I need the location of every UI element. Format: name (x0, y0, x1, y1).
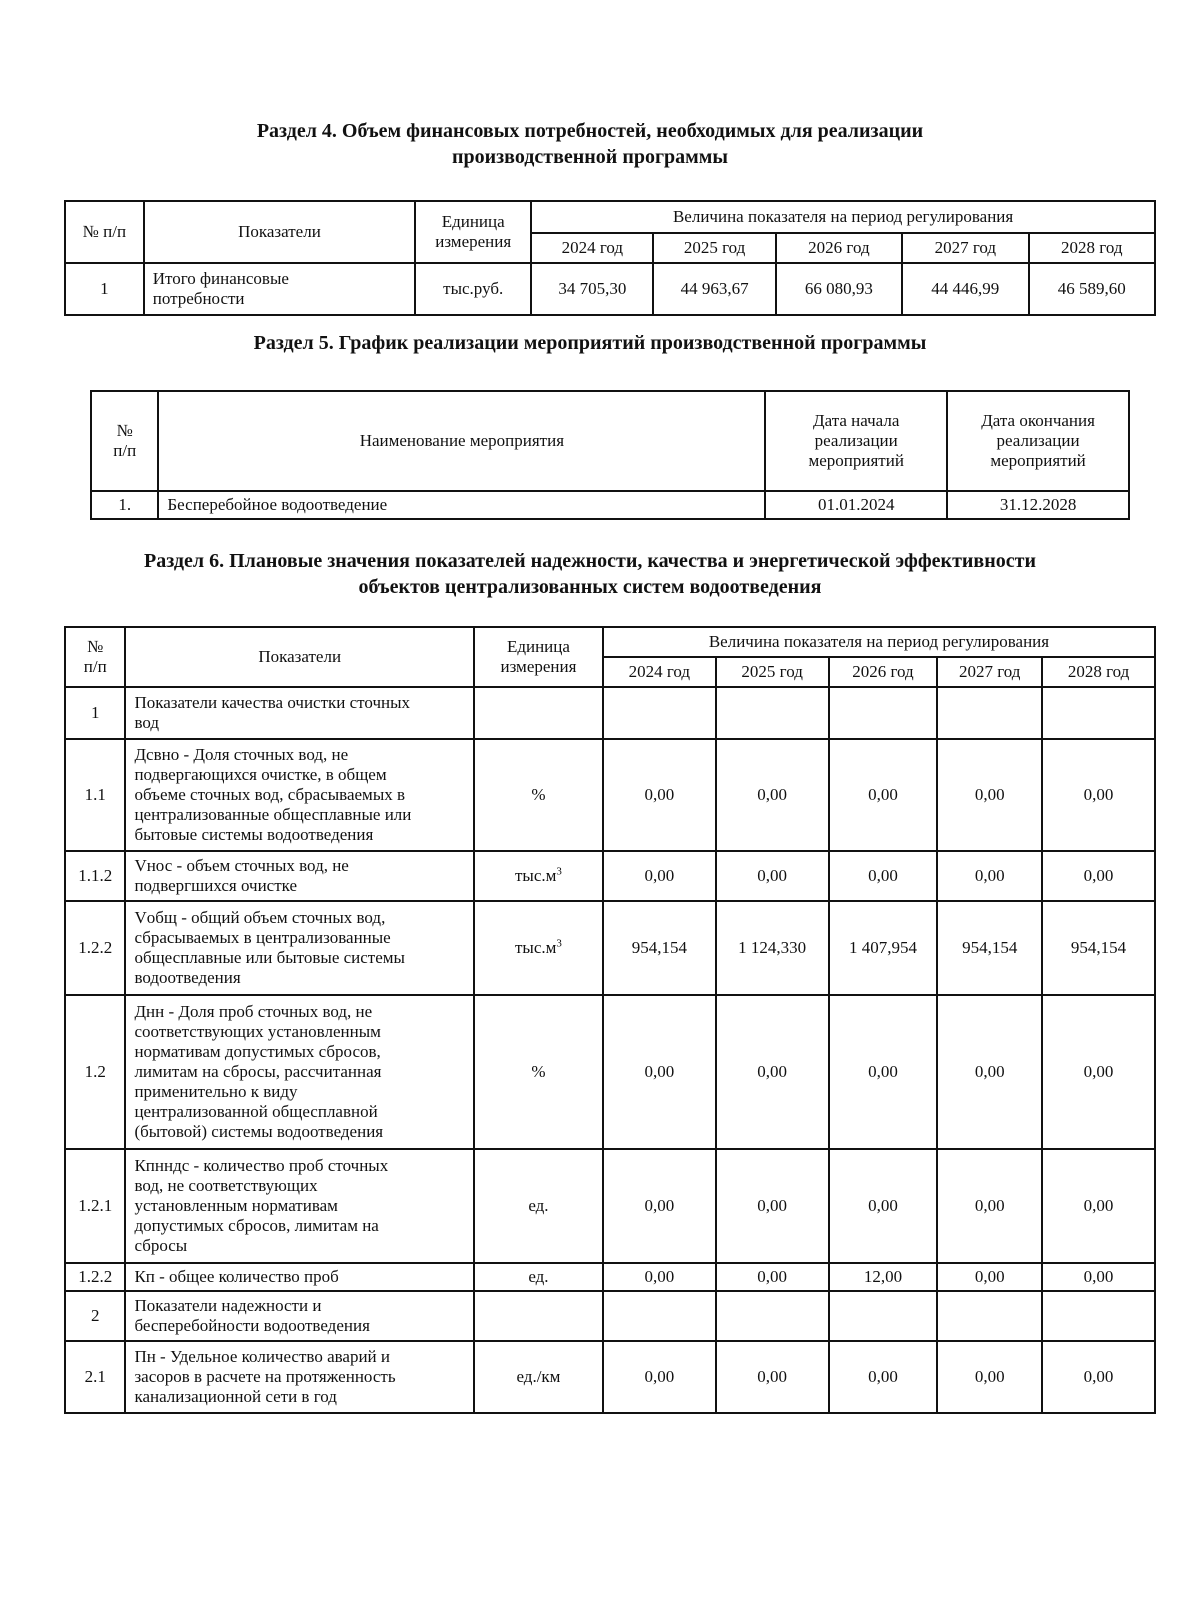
col-num-header-line2: п/п (83, 657, 107, 676)
row-start: 01.01.2024 (765, 491, 947, 519)
row-end: 31.12.2028 (947, 491, 1129, 519)
year-header: 2025 год (716, 657, 829, 687)
row-unit-text: тыс.м (515, 938, 557, 957)
row-name (125, 1263, 474, 1291)
row-name-line: (бытовой) системы водоотведения (134, 1122, 384, 1141)
row-name-line: Дсвно - Доля сточных вод, не (134, 745, 349, 764)
row-name (125, 901, 474, 995)
period-header: Величина показателя на период регулирования (531, 201, 1155, 233)
row-unit-text: ед. (528, 1267, 549, 1286)
row-name-line: применительно к виду (134, 1082, 298, 1101)
row-unit (474, 1149, 603, 1263)
row-name-line: установленным нормативам (134, 1196, 338, 1215)
row-value: 954,154 (603, 901, 716, 995)
year-header: 2024 год (603, 657, 716, 687)
row-unit (474, 995, 603, 1149)
row-name-line: допустимых сбросов, лимитам на (134, 1216, 379, 1235)
col-num-header (65, 627, 125, 687)
row-name-line: водоотведения (134, 968, 241, 987)
row-value: 44 446,99 (902, 263, 1028, 315)
row-unit-text: ед. (528, 1196, 549, 1215)
col-start-line1: Дата начала (813, 411, 900, 430)
row-name (125, 739, 474, 851)
row-value: 0,00 (937, 739, 1042, 851)
row-unit (474, 739, 603, 851)
col-num-header: № п/п (65, 201, 144, 263)
row-unit (474, 1263, 603, 1291)
row-unit (474, 851, 603, 901)
row-name-line: вод, не соответствующих (134, 1176, 318, 1195)
row-value: 0,00 (829, 995, 938, 1149)
row-num: 1 (65, 687, 125, 739)
row-value: 0,00 (716, 1341, 829, 1413)
row-value: 0,00 (603, 995, 716, 1149)
row-value: 0,00 (716, 1149, 829, 1263)
year-header: 2026 год (776, 233, 902, 263)
row-num: 2 (65, 1291, 125, 1341)
year-header: 2024 год (531, 233, 653, 263)
row-value: 0,00 (603, 851, 716, 901)
row-num: 1.2.2 (65, 1263, 125, 1291)
table-row (65, 851, 1155, 901)
table-row (65, 1291, 1155, 1341)
row-name-line: централизованные общесплавные или (134, 805, 412, 824)
year-header: 2028 год (1042, 657, 1155, 687)
row-num: 1.2.2 (65, 901, 125, 995)
row-value: 44 963,67 (653, 263, 775, 315)
row-name-line: подвергшихся очистке (134, 876, 298, 895)
row-name-line: общесплавные или бытовые системы (134, 948, 405, 967)
row-name-line: лимитам на сбросы, рассчитанная (134, 1062, 382, 1081)
row-name (125, 687, 474, 739)
col-end-line3: мероприятий (990, 451, 1086, 470)
row-value: 0,00 (603, 1263, 716, 1291)
row-value: 0,00 (937, 851, 1042, 901)
col-num-header-line1: № (87, 637, 104, 656)
row-num: 1.1.2 (65, 851, 125, 901)
row-name-line: засоров в расчете на протяженность (134, 1367, 396, 1386)
row-value: 0,00 (937, 1149, 1042, 1263)
row-value: 0,00 (829, 851, 938, 901)
row-name-line: сбросы (134, 1236, 188, 1255)
row-unit-text: ед./км (516, 1367, 561, 1386)
row-value: 0,00 (603, 1341, 716, 1413)
row-unit (474, 901, 603, 995)
section6-title (40, 548, 1140, 600)
row-name-line2: потребности (152, 289, 245, 308)
row-value: 0,00 (829, 739, 938, 851)
row-unit-text: тыс.м (515, 866, 557, 885)
financial-needs-table (64, 200, 1156, 316)
row-name (125, 1341, 474, 1413)
col-unit-header-line2: измерения (500, 657, 577, 676)
col-num-header-line2: п/п (113, 441, 137, 460)
row-num: 1.2.1 (65, 1149, 125, 1263)
row-name-line: нормативам допустимых сбросов, (134, 1042, 381, 1061)
row-unit-text: % (531, 785, 546, 804)
row-value: 0,00 (829, 1341, 938, 1413)
row-value: 0,00 (716, 1263, 829, 1291)
table-row (65, 1341, 1155, 1413)
year-header: 2027 год (937, 657, 1042, 687)
table-row (65, 263, 1155, 315)
schedule-table (90, 390, 1130, 520)
row-value: 0,00 (1042, 1263, 1155, 1291)
col-unit-header-line1: Единица (506, 637, 570, 656)
row-value (603, 687, 716, 739)
table-row (65, 1149, 1155, 1263)
row-value (829, 1291, 938, 1341)
period-header: Величина показателя на период регулирования (603, 627, 1155, 657)
row-name-line: объеме сточных вод, сбрасываемых в (134, 785, 406, 804)
row-value: 0,00 (829, 1149, 938, 1263)
row-value: 954,154 (1042, 901, 1155, 995)
row-name (125, 995, 474, 1149)
col-num-header (91, 391, 158, 491)
col-num-header-line1: № (116, 421, 133, 440)
row-name-line: вод (134, 713, 160, 732)
row-num: 1 (65, 263, 144, 315)
row-num: 2.1 (65, 1341, 125, 1413)
year-header: 2027 год (902, 233, 1028, 263)
col-unit-header-line2: измерения (435, 232, 512, 251)
row-value (937, 1291, 1042, 1341)
row-value (937, 687, 1042, 739)
row-name-line: сбрасываемых в централизованные (134, 928, 391, 947)
row-num: 1.2 (65, 995, 125, 1149)
table-row (65, 1263, 1155, 1291)
indicators-table (64, 626, 1156, 1414)
row-unit (474, 687, 603, 739)
row-name-line: Кп - общее количество проб (134, 1267, 339, 1286)
row-value (716, 687, 829, 739)
row-value: 0,00 (1042, 1341, 1155, 1413)
table-row (65, 901, 1155, 995)
row-value (1042, 1291, 1155, 1341)
row-value: 66 080,93 (776, 263, 902, 315)
col-indicator-header: Показатели (144, 201, 415, 263)
row-value: 0,00 (937, 1341, 1042, 1413)
row-value: 0,00 (603, 1149, 716, 1263)
row-value (1042, 687, 1155, 739)
row-name-line: соответствующих установленным (134, 1022, 381, 1041)
row-value: 0,00 (716, 851, 829, 901)
row-unit: тыс.руб. (415, 263, 531, 315)
section6-title-line1: Раздел 6. Плановые значения показателей надежности, качества и энергетической эффективности (144, 550, 1036, 572)
year-header: 2025 год (653, 233, 775, 263)
col-start-header (765, 391, 947, 491)
row-name-line: централизованной общесплавной (134, 1102, 378, 1121)
row-name-line: Vнос - объем сточных вод, не (134, 856, 349, 875)
year-header: 2028 год (1029, 233, 1156, 263)
row-name-line: подвергающихся очистке, в общем (134, 765, 387, 784)
row-unit (474, 1291, 603, 1341)
row-value (603, 1291, 716, 1341)
col-unit-header (415, 201, 531, 263)
row-name (125, 1291, 474, 1341)
row-name-line: Vобщ - общий объем сточных вод, (134, 908, 386, 927)
row-name: Бесперебойное водоотведение (158, 491, 765, 519)
row-value: 0,00 (716, 995, 829, 1149)
row-value: 0,00 (1042, 1149, 1155, 1263)
row-num: 1.1 (65, 739, 125, 851)
row-value (716, 1291, 829, 1341)
row-unit-superscript: 3 (556, 937, 562, 950)
table-row (65, 687, 1155, 739)
row-name-line: Кпнндс - количество проб сточных (134, 1156, 389, 1175)
row-name-line: бесперебойности водоотведения (134, 1316, 370, 1335)
col-end-line1: Дата окончания (981, 411, 1095, 430)
row-name-line: Днн - Доля проб сточных вод, не (134, 1002, 373, 1021)
indicators-table-body (65, 687, 1155, 1413)
row-value: 1 407,954 (829, 901, 938, 995)
col-unit-header-line1: Единица (441, 212, 505, 231)
row-value: 12,00 (829, 1263, 938, 1291)
row-value: 0,00 (716, 739, 829, 851)
row-name-line: Пн - Удельное количество аварий и (134, 1347, 391, 1366)
col-indicator-header: Показатели (125, 627, 474, 687)
row-unit-text: % (531, 1062, 546, 1081)
row-name-line: бытовые системы водоотведения (134, 825, 374, 844)
table-row (65, 995, 1155, 1149)
row-value: 0,00 (937, 1263, 1042, 1291)
row-unit (474, 1341, 603, 1413)
row-value: 954,154 (937, 901, 1042, 995)
row-value: 0,00 (1042, 739, 1155, 851)
row-value: 0,00 (1042, 995, 1155, 1149)
section4-title-line2: производственной программы (451, 146, 729, 168)
row-value: 0,00 (937, 995, 1042, 1149)
row-name-line: Показатели качества очистки сточных (134, 693, 411, 712)
col-end-header (947, 391, 1129, 491)
row-name (125, 851, 474, 901)
row-name-line: Показатели надежности и (134, 1296, 322, 1315)
row-name-line: канализационной сети в год (134, 1387, 337, 1406)
row-value: 0,00 (603, 739, 716, 851)
col-start-line2: реализации (814, 431, 898, 450)
row-name (125, 1149, 474, 1263)
table-row (91, 491, 1129, 519)
year-header: 2026 год (829, 657, 938, 687)
col-unit-header (474, 627, 603, 687)
section4-title (40, 118, 1140, 170)
section4-title-line1: Раздел 4. Объем финансовых потребностей, необходимых для реализации (256, 120, 924, 142)
row-unit-superscript: 3 (556, 865, 562, 878)
row-num: 1. (91, 491, 158, 519)
row-value: 0,00 (1042, 851, 1155, 901)
row-name-line1: Итого финансовые (152, 269, 289, 288)
col-name-header: Наименование мероприятия (158, 391, 765, 491)
row-value: 34 705,30 (531, 263, 653, 315)
row-value: 1 124,330 (716, 901, 829, 995)
section6-title-line2: объектов централизованных систем водоотведения (358, 576, 822, 598)
col-start-line3: мероприятий (808, 451, 904, 470)
col-end-line2: реализации (996, 431, 1080, 450)
row-value: 46 589,60 (1029, 263, 1156, 315)
table-row (65, 739, 1155, 851)
section5-title: Раздел 5. График реализации мероприятий производственной программы (253, 332, 927, 354)
row-value (829, 687, 938, 739)
row-name (144, 263, 415, 315)
